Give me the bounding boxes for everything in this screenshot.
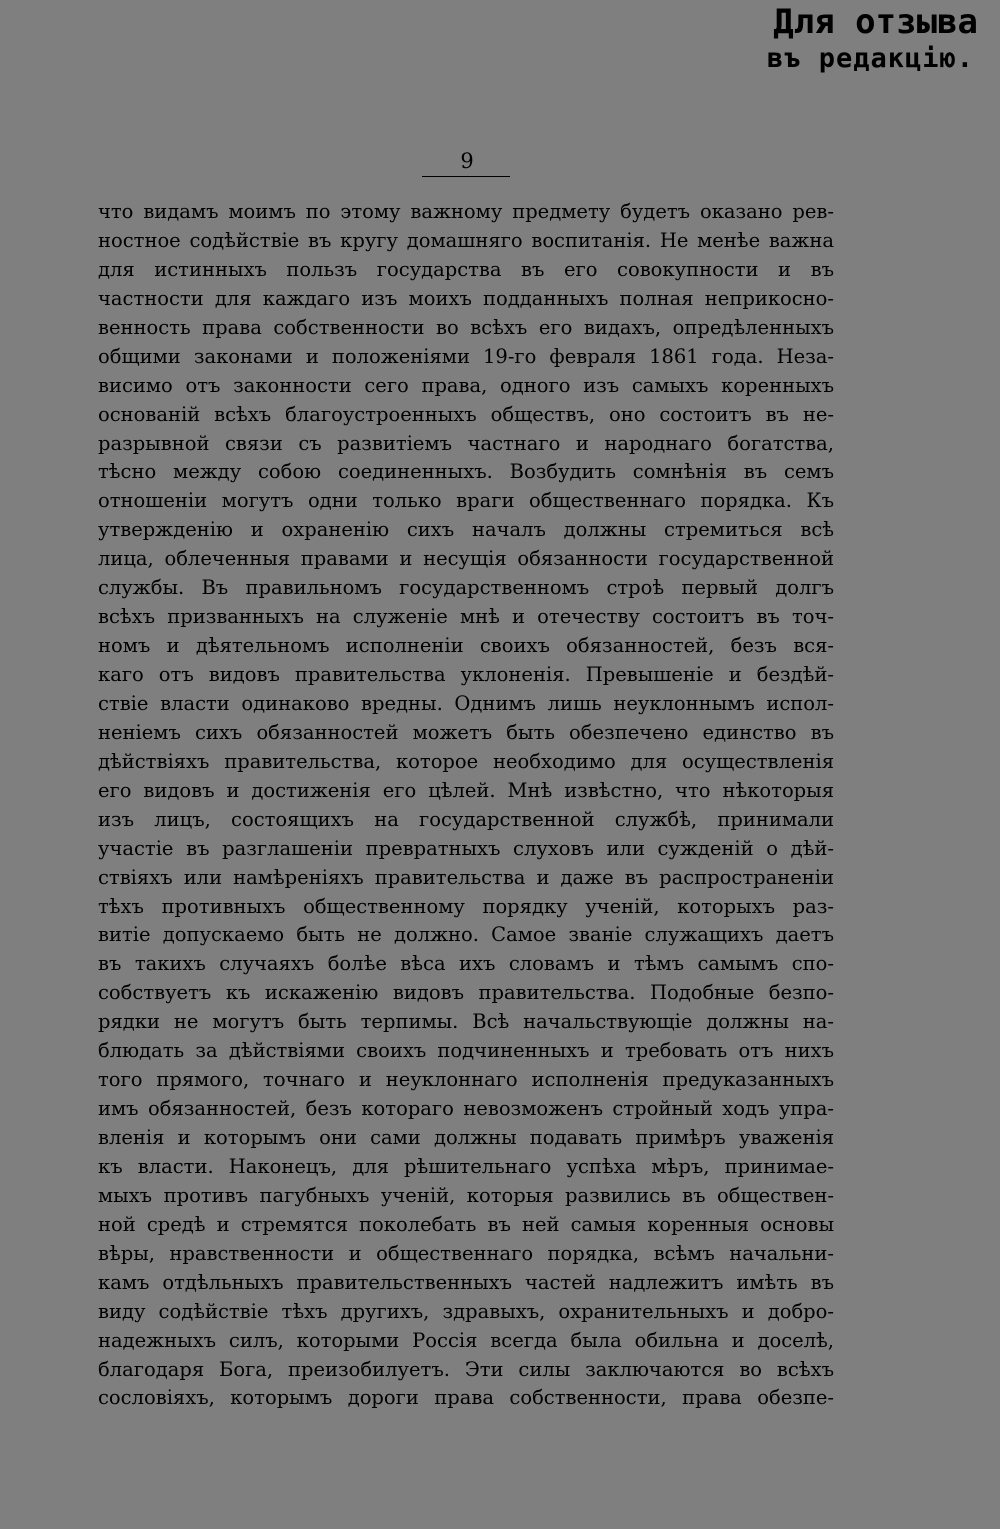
text-line: участіе въ разглашеніи превратныхъ слуховъ или сужденій о дѣй- [98,836,834,860]
text-line: дѣйствіяхъ правительства, которое необходимо для осуществленія [98,749,834,773]
text-line: ствіяхъ или намѣреніяхъ правительства и даже въ распространеніи [98,865,834,889]
text-line: венность права собственности во всѣхъ его видахъ, опредѣленныхъ [98,315,834,339]
stamp-line-1: Для отзыва [773,2,978,42]
text-line: службы. Въ правильномъ государственномъ строѣ первый долгъ [98,576,834,600]
text-line: вѣры, нравственности и общественнаго порядка, всѣмъ начальни- [98,1241,834,1265]
text-line: вленія и которымъ они сами должны подавать примѣръ уваженія [98,1126,834,1149]
text-line: виду содѣйствіе тѣхъ другихъ, здравыхъ, охранительныхъ и добро- [98,1299,834,1323]
text-line: въ такихъ случаяхъ болѣе вѣса ихъ словамъ и тѣмъ самымъ спо- [98,952,834,976]
text-line: ной средѣ и стремятся поколебать въ ней самыя коренныя основы [98,1212,834,1236]
text-line: всѣхъ призванныхъ на служеніе мнѣ и отечеству состоитъ въ точ- [98,605,834,629]
page-number-rule [422,176,510,177]
text-line: имъ обязанностей, безъ котораго невозможенъ стройный ходъ упра- [98,1097,834,1121]
text-line: неніемъ сихъ обязанностей можетъ быть обезпечено единство въ [98,720,834,744]
text-line: блюдать за дѣйствіями своихъ подчиненныхъ и требовать отъ нихъ [98,1039,834,1063]
text-line: ностное содѣйствіе въ кругу домашняго воспитанія. Не менѣе важна [98,228,834,252]
text-line: утвержденію и охраненію сихъ началъ должны стремиться всѣ [98,518,834,542]
text-line: его видовъ и достиженія его цѣлей. Мнѣ извѣстно, что нѣкоторыя [98,778,834,802]
text-line: камъ отдѣльныхъ правительственныхъ частей надлежитъ имѣть въ [98,1270,834,1294]
editorial-stamp [767,2,978,75]
text-line: основаній всѣхъ благоустроенныхъ обществъ, оно состоитъ въ не- [98,402,834,426]
body-text [98,198,834,1413]
text-line: для истинныхъ пользъ государства въ его совокупности и въ [98,257,834,281]
text-line: благодаря Бога, преизобилуетъ. Эти силы заключаются во всѣхъ [98,1357,834,1381]
text-line: сословіяхъ, которымъ дороги права собственности, права обезпе- [98,1386,834,1410]
text-line: каго отъ видовъ правительства уклоненія. Превышеніе и бездѣй- [98,663,834,686]
stamp-line-2: въ редакцію. [766,42,974,74]
text-line: разрывной связи съ развитіемъ частнаго и народнаго богатства, [98,431,834,455]
text-line: частности для каждаго изъ моихъ подданныхъ полная неприкосно- [98,286,834,310]
text-line: изъ лицъ, состоящихъ на государственной службѣ, принимали [98,807,834,831]
text-line: отношеніи могутъ одни только враги общественнаго порядка. Къ [98,489,834,513]
text-line: тѣсно между собою соединенныхъ. Возбудить сомнѣнія въ семъ [98,460,834,484]
text-line: того прямого, точнаго и неуклоннаго исполненія предуказанныхъ [98,1068,834,1092]
text-line: мыхъ противъ пагубныхъ ученій, которыя развились въ обществен- [98,1183,834,1207]
text-line: номъ и дѣятельномъ исполненіи своихъ обязанностей, безъ вся- [98,634,834,658]
text-line: общими законами и положеніями 19-го февраля 1861 года. Неза- [98,344,834,368]
text-line: витіе допускаемо быть не должно. Самое званіе служащихъ даетъ [98,923,834,947]
text-line: къ власти. Наконецъ, для рѣшительнаго успѣха мѣръ, принимае- [98,1154,834,1178]
text-line: рядки не могутъ быть терпимы. Всѣ начальствующіе должны на- [98,1010,834,1034]
page-number: 9 [460,149,474,173]
text-line: лица, облеченныя правами и несущія обязанности государственной [98,547,834,571]
text-line: собствуетъ къ искаженію видовъ правительства. Подобные безпо- [98,981,834,1005]
text-line: ствіе власти одинаково вредны. Однимъ лишь неуклоннымъ испол- [98,691,834,715]
text-line: надежныхъ силъ, которыми Россія всегда была обильна и доселѣ, [98,1328,834,1352]
text-line: висимо отъ законности сего права, одного изъ самыхъ коренныхъ [98,373,834,397]
text-line: тѣхъ противныхъ общественному порядку ученій, которыхъ раз- [98,894,834,918]
text-line: что видамъ моимъ по этому важному предмету будетъ оказано рев- [98,200,834,223]
